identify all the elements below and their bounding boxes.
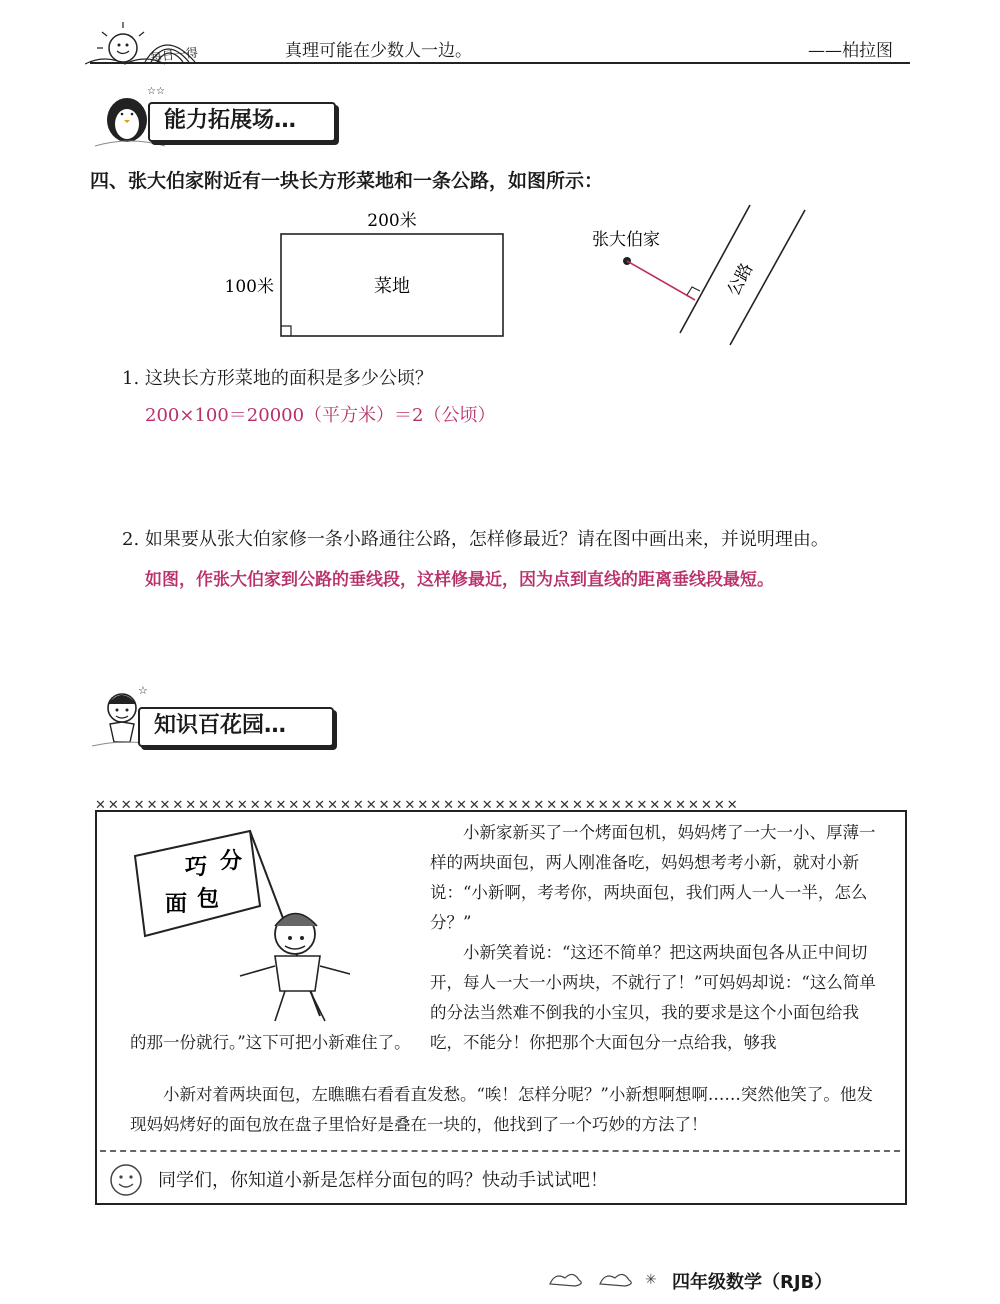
flag-boy-illustration <box>125 826 365 1026</box>
page-footer-label: 四年级数学（RJB） <box>672 1272 833 1293</box>
header-motto: 真理可能在少数人一边。 <box>285 41 472 61</box>
story-paragraph-2-continued: 的那一份就行。”这下可把小新难住了。 <box>130 1033 411 1052</box>
question-2: 2. 如果要从张大伯家修一条小路通往公路，怎样修最近？请在图中画出来，并说明理由。 <box>122 529 829 550</box>
flag-char-3: 面 <box>165 891 188 917</box>
flag-char-2: 分 <box>220 848 243 874</box>
daily-label: 每日一得 <box>149 45 199 65</box>
decorative-border: ✕✕✕✕✕✕✕✕✕✕✕✕✕✕✕✕✕✕✕✕✕✕✕✕✕✕✕✕✕✕✕✕✕✕✕✕✕✕✕✕✕✕✕✕✕✕✕✕✕✕ <box>95 798 740 813</box>
svg-text:☆☆: ☆☆ <box>147 86 165 97</box>
svg-text:☆: ☆ <box>138 684 148 697</box>
house-label: 张大伯家 <box>592 230 660 250</box>
story-divider <box>100 1150 900 1152</box>
story-paragraph-3: 小新对着两块面包，左瞧瞧右看看直发愁。“唉！怎样分呢？”小新想啊想啊……突然他笑了。他发现妈妈烤好的面包放在盘子里恰好是叠在一块的，他找到了一个巧妙的方法了！ <box>130 1085 873 1134</box>
header-rule <box>90 62 910 64</box>
section-banner-knowledge: 知识百花园… <box>138 707 334 747</box>
flag-char-1: 巧 <box>185 854 208 880</box>
rect-height-label: 100米 <box>224 277 274 297</box>
question-1: 1. 这块长方形菜地的面积是多少公顷？ <box>122 368 433 389</box>
rect-center-label: 菜地 <box>374 276 410 297</box>
section-banner-ability: 能力拓展场… <box>148 102 336 142</box>
problem-title: 四、张大伯家附近有一块长方形菜地和一条公路，如图所示： <box>90 170 604 192</box>
answer-2: 如图，作张大伯家到公路的垂线段，这样修最近，因为点到直线的距离垂线段最短。 <box>145 570 774 590</box>
rect-width-label: 200米 <box>367 211 417 231</box>
perpendicular-path <box>627 261 695 300</box>
story-paragraph-1: 小新家新买了一个烤面包机，妈妈烤了一大一小、厚薄一样的两块面包，两人刚准备吃，妈妈想考考小新，就对小新说：“小新啊，考考你，两块面包，我们两人一人一半，怎么分？” <box>430 823 876 932</box>
smiley-sun-icon <box>104 1158 148 1202</box>
footer-clouds-icon <box>545 1262 665 1292</box>
story-paragraph-2: 小新笑着说：“这还不简单？把这两块面包各从正中间切开，每人一大一小两块，不就行了！”可妈妈却说：“这么简单的分法当然难不倒我的小宝贝，我的要求是这个小面包给我吃，不能分！你把那个大面包分一点给我，够我 <box>430 943 876 1052</box>
story-footer-note: 同学们，你知道小新是怎样分面包的吗？快动手试试吧！ <box>158 1170 608 1191</box>
problem-figure <box>210 200 830 360</box>
header-author: ——柏拉图 <box>808 41 893 61</box>
road-label: 公路 <box>723 259 758 300</box>
answer-1: 200×100＝20000（平方米）＝2（公顷） <box>145 405 496 426</box>
flag-char-4: 包 <box>197 886 220 912</box>
svg-text:✳: ✳ <box>645 1272 657 1288</box>
